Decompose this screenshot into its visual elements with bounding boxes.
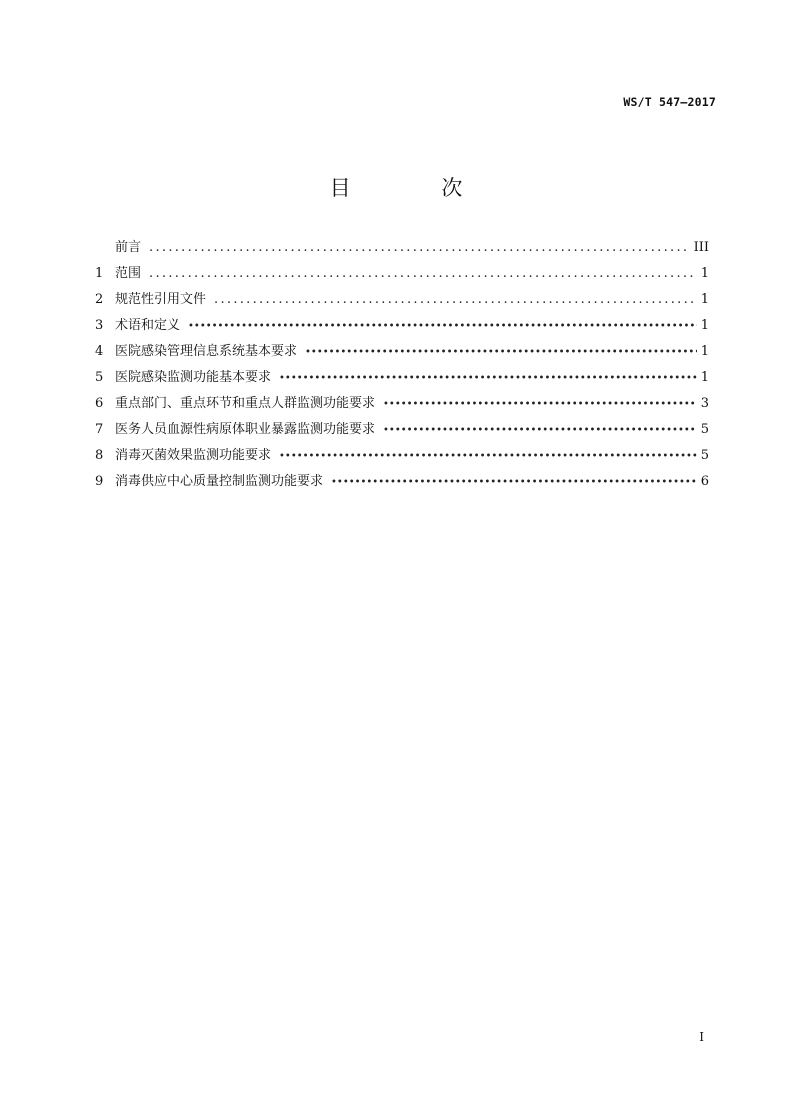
toc-entry-page: 3 — [700, 396, 709, 411]
toc-entry-label: 消毒灭菌效果监测功能要求 — [115, 448, 272, 463]
toc-entry-number: 8 — [95, 448, 104, 463]
toc-entry-number: 9 — [95, 474, 104, 489]
toc-dot-leader — [383, 422, 697, 437]
toc-entry-sterile-supply-center[interactable] — [95, 470, 709, 496]
toc-entry-page: 1 — [700, 344, 709, 359]
toc-entry-label: 医务人员血源性病原体职业暴露监测功能要求 — [115, 422, 376, 437]
page-title: 目 次 — [329, 176, 505, 200]
toc-entry-number: 5 — [95, 370, 104, 385]
toc-entry-label: 前言 — [115, 240, 142, 255]
toc-entry-number: 1 — [95, 266, 104, 281]
toc-entry-label: 术语和定义 — [115, 318, 181, 333]
toc-dot-leader — [305, 344, 697, 359]
toc-entry-label: 范围 — [115, 266, 142, 281]
toc-entry-system-basic-requirements[interactable] — [95, 340, 709, 366]
toc-dot-leader — [188, 318, 697, 333]
toc-entry-number: 3 — [95, 318, 104, 333]
toc-entry-label: 规范性引用文件 — [115, 292, 207, 307]
toc-entry-page: 6 — [700, 474, 709, 489]
toc-entry-page: III — [693, 240, 709, 255]
toc-dot-leader — [149, 240, 690, 255]
toc-entry-page: 5 — [700, 422, 709, 437]
toc-entry-label: 消毒供应中心质量控制监测功能要求 — [115, 474, 324, 489]
toc-entry-label: 重点部门、重点环节和重点人群监测功能要求 — [115, 396, 376, 411]
toc-entry-normative-references[interactable] — [95, 288, 709, 314]
table-of-contents — [95, 236, 709, 496]
toc-entry-terms-definitions[interactable] — [95, 314, 709, 340]
toc-entry-label: 医院感染管理信息系统基本要求 — [115, 344, 298, 359]
toc-dot-leader — [331, 474, 697, 489]
toc-dot-leader — [383, 396, 697, 411]
toc-entry-number: 2 — [95, 292, 104, 307]
toc-entry-preface[interactable] — [95, 236, 709, 262]
toc-entry-page: 5 — [700, 448, 709, 463]
toc-entry-page: 1 — [700, 370, 709, 385]
toc-entry-page: 1 — [700, 266, 709, 281]
toc-entry-key-departments[interactable] — [95, 392, 709, 418]
standard-code: WS/T 547—2017 — [623, 95, 716, 109]
toc-dot-leader — [279, 370, 697, 385]
toc-entry-number: 7 — [95, 422, 104, 437]
toc-entry-number: 6 — [95, 396, 104, 411]
page-number: I — [699, 1030, 704, 1044]
toc-entry-label: 医院感染监测功能基本要求 — [115, 370, 272, 385]
toc-entry-occupational-exposure[interactable] — [95, 418, 709, 444]
toc-entry-number: 4 — [95, 344, 104, 359]
toc-entry-scope[interactable] — [95, 262, 709, 288]
toc-dot-leader — [279, 448, 697, 463]
toc-dot-leader — [214, 292, 697, 307]
toc-dot-leader — [149, 266, 697, 281]
toc-entry-page: 1 — [700, 292, 709, 307]
toc-entry-disinfection-effect[interactable] — [95, 444, 709, 470]
toc-entry-monitoring-basic-requirements[interactable] — [95, 366, 709, 392]
toc-entry-page: 1 — [700, 318, 709, 333]
